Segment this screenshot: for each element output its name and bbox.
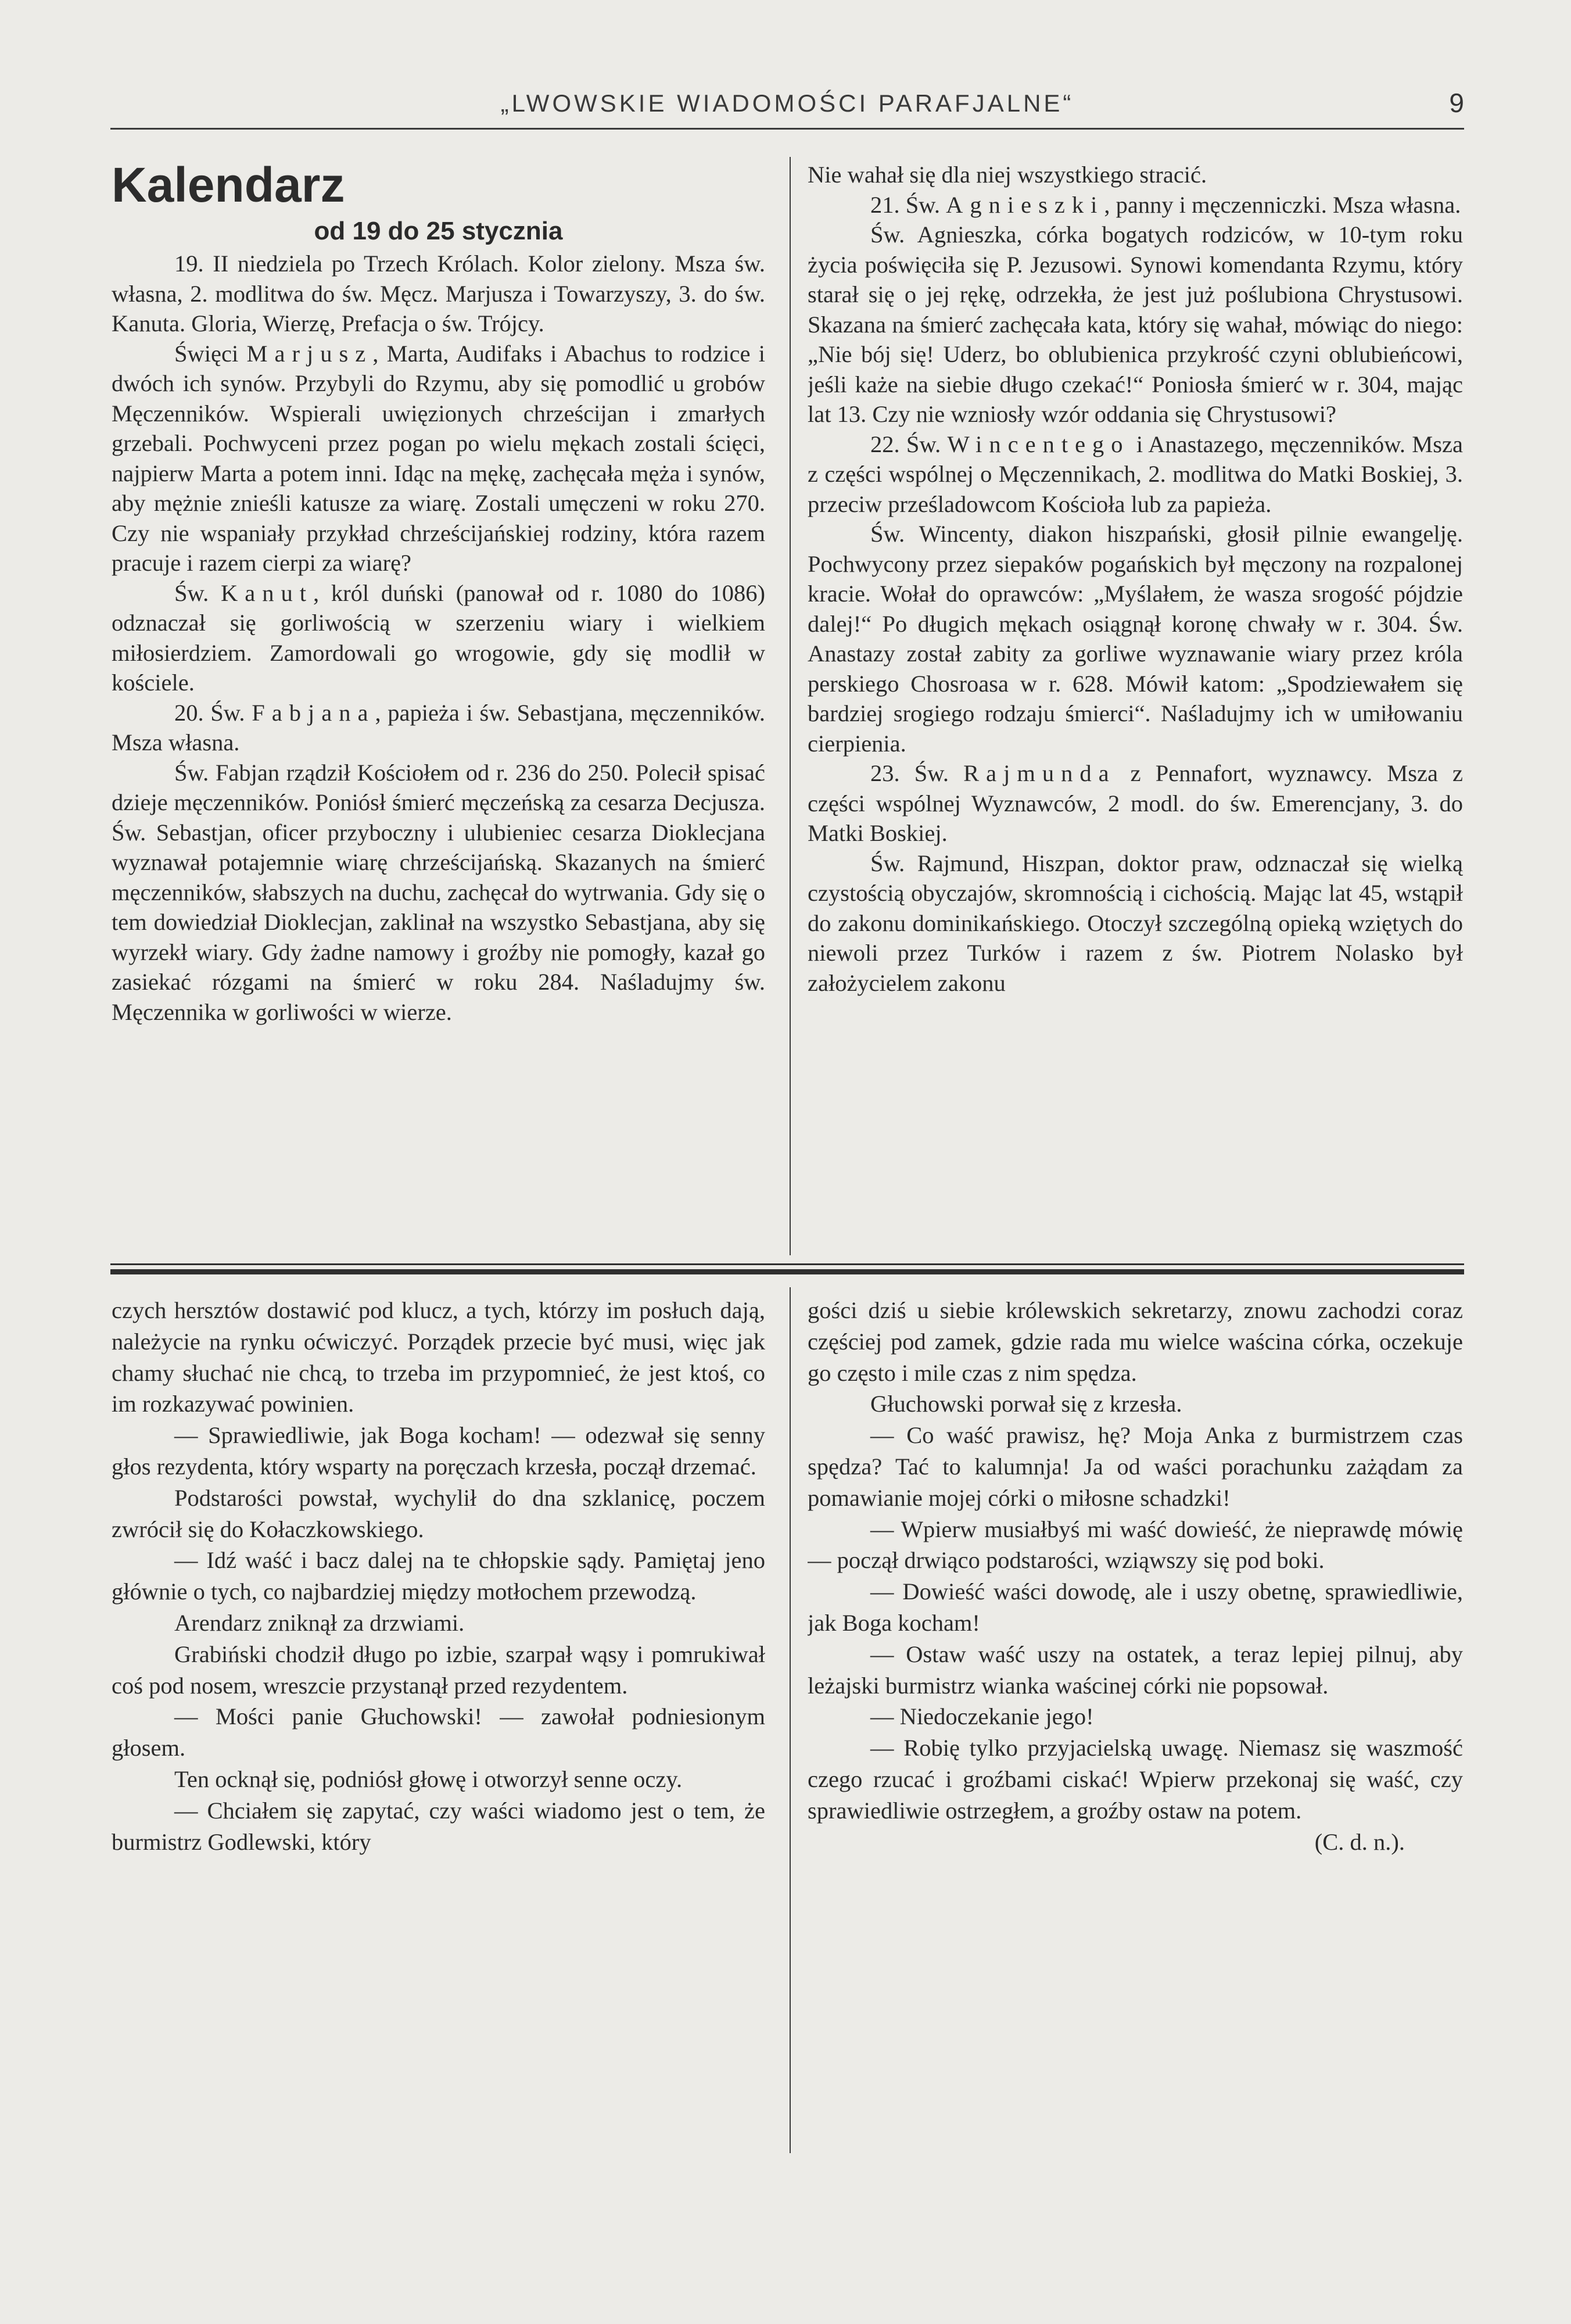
paragraph-prefix: Św. [174, 579, 221, 606]
paragraph: — Ostaw waść uszy na ostatek, a teraz lepiej pilnuj, aby leżajski burmistrz wianka waścinej córki nie popsował. [808, 1641, 1463, 1699]
paragraph: (C. d. n.). [1314, 1828, 1405, 1855]
paragraph: — Robię tylko przyjacielską uwagę. Niemasz się waszmość czego rzucać i groźbami ciskać! Wpierw przekonaj się waść, czy sprawiedliwie ostrzegłem, a groźby ostaw na potem. [808, 1735, 1463, 1824]
paragraph: — Co waść prawisz, hę? Moja Anka z burmistrzem czas spędza? Tać to kalumnja! Ja od waści porachunku zażądam za pomawianie mojej córki o miłosne schadzki! [808, 1422, 1463, 1511]
paragraph: Arendarz zniknął za drzwiami. [174, 1609, 465, 1636]
paragraph [808, 429, 1463, 520]
paragraph: Św. Wincenty, diakon hiszpański, głosił pilnie ewangelję. Pochwycony przez siepaków pogańskich był męczony na rozpalonej kracie. Wołał do oprawców: „Myślałem, że wasza srogość pójdzie dalej!“ Po długich mękach osiągnął koronę chwały w r. 304. Św. Anastazy został zabity za gorliwe wyznawanie wiary przez króla perskiego Chosroasa w r. 628. Mówił katom: „Spodziewałem się bardziej srogiego rodzaju śmierci“. Naśladujmy ich w umiłowaniu cierpienia. [808, 521, 1463, 757]
paragraph [808, 758, 1463, 848]
column-separator-bottom [790, 1287, 791, 2153]
paragraph: — Chciałem się zapytać, czy waści wiadomo jest o tem, że burmistrz Godlewski, który [112, 1797, 765, 1855]
paragraph [808, 190, 1463, 220]
paragraph: — Wpierw musiałbyś mi waść dowieść, że nieprawdę mówię — począł drwiąco podstarości, wziąwszy się pod boki. [808, 1516, 1463, 1574]
paragraph-text: , panny i męczenniczki. Msza własna. [1104, 191, 1461, 218]
paragraph-text: , papieża i św. Sebastjana, męczenników. Msza własna. [112, 699, 765, 755]
paragraph: Głuchowski porwał się z krzesła. [870, 1391, 1182, 1417]
paragraph-prefix: 23. Św. [870, 760, 964, 786]
paragraph: — Dowieść waści dowodę, ale i uszy obetnę, sprawiedliwie, jak Boga kocham! [808, 1578, 1463, 1636]
paragraph-prefix: 22. Św. [870, 431, 948, 457]
spaced-saint-name: Rajmunda [963, 760, 1116, 786]
kalendarz-title: Kalendarz [112, 157, 345, 212]
paragraph-text: , Marta, Audifaks i Abachus to rodzice i dwóch ich synów. Przybyli do Rzymu, aby się pomodlić u grobów Męczenników. Wspierali uwięzionych chrześcijan i zmarłych grzebali. Pochwyceni przez pogan po wielu mękach zostali ścięci, najpierw Marta a potem inni. Idąc na mękę, zachęcała męża i synów, aby mężnie znieśli katusze za wiarę. Zostali umęczeni w roku 270. Czy nie wspaniały przykład chrześcijańskiej rodziny, która razem pracuje i razem cierpi za wiarę? [112, 340, 765, 576]
paragraph: Ten ocknął się, podniósł głowę i otworzył senne oczy. [174, 1766, 683, 1792]
paragraph [112, 339, 765, 578]
paragraph-text: z Pennafort, wyznawcy. Msza z części wspólnej Wyznawców, 2 modl. do św. Emerencjany, 3. do Matki Boskiej. [808, 760, 1463, 846]
paragraph: Św. Agnieszka, córka bogatych rodziców, w 10-tym roku życia poświęciła się P. Jezusowi. Synowi komendanta Rzymu, który starał się o jej rękę, odrzekła, że jest już poślubiona Chrystusowi. Skazana na śmierć zachęcała kata, który się wahał, mówiąc do niego: „Nie bój się! Uderz, bo oblubienica przykrość czyni oblubieńcowi, jeśli każe na siebie długo czekać!“ Poniosła śmierć w r. 304, mając lat 13. Czy nie wzniosły wzór oddania się Chrystusowi? [808, 221, 1463, 427]
section-divider-thick [110, 1269, 1464, 1274]
section-divider [110, 1263, 1464, 1265]
paragraph-text: i Anastazego, męczenników. Msza z części wspólnej o Męczennikach, 2. modlitwa do Matki Boskiej, 3. przeciw prześladowcom Kościoła lub za papieża. [808, 431, 1463, 517]
kalendarz-right-column [808, 160, 1463, 1261]
spaced-saint-name: Fabjana [252, 699, 375, 726]
spaced-saint-name: Wincentego [947, 431, 1130, 457]
paragraph: gości dziś u siebie królewskich sekretarzy, znowu zachodzi coraz częściej pod zamek, gdzie rada mu wielce waścina córka, oczekuje go często i mile czas z nim spędza. [808, 1297, 1463, 1386]
paragraph: — Sprawiedliwie, jak Boga kocham! — odezwał się senny głos rezydenta, który wsparty na poręczach krzesła, począł drzemać. [112, 1422, 765, 1480]
paragraph: — Idź waść i bacz dalej na te chłopskie sądy. Pamiętaj jeno głównie o tych, co najbardziej między motłochem przewodzą. [112, 1547, 765, 1605]
story-right-column [808, 1295, 1463, 2167]
spaced-saint-name: Kanut [221, 579, 314, 606]
paragraph: Św. Fabjan rządził Kościołem od r. 236 do 250. Polecił spisać dzieje męczenników. Poniósł śmierć męczeńską za cesarza Decjusza. Św. Sebastjan, oficer przyboczny i ulubieniec cesarza Dioklecjana wyznawał potajemnie wiarę chrześcijańską. Skazanych na śmierć męczenników, słabszych na duchu, zachęcał do wytrwania. Gdy się o tem dowiedział Dioklecjan, zaklinał na wszystko Sebastjana, aby się wyrzekł wiary. Gdy żadne namowy i groźby nie pomogły, kazał go zasiekać rózgami na śmierć w roku 284. Naśladujmy św. Męczennika w gorliwości w wierze. [112, 759, 765, 1025]
paragraph-prefix: 21. Św. [870, 191, 946, 218]
kalendarz-left-column [112, 156, 765, 1260]
paragraph: Św. Rajmund, Hiszpan, doktor praw, odznaczał się wielką czystością obyczajów, skromnością i cichością. Mając lat 45, wstąpił do zakonu dominikańskiego. Otoczył szczególną opieką wziętych do niewoli przez Turków i razem z św. Piotrem Nolasko był założycielem zakonu [808, 850, 1463, 996]
paragraph [112, 698, 765, 758]
story-left-column [112, 1295, 765, 2167]
paragraph-prefix: 20. Św. [174, 699, 252, 726]
paragraph: — Mości panie Głuchowski! — zawołał podniesionym głosem. [112, 1703, 765, 1761]
page-number: 9 [1449, 88, 1464, 118]
paragraph: — Niedoczekanie jego! [870, 1703, 1094, 1730]
paragraph: Nie wahał się dla niej wszystkiego stracić. [808, 162, 1207, 188]
paragraph: Grabiński chodził długo po izbie, szarpał wąsy i pomrukiwał coś pod nosem, wreszcie przystanął przed rezydentem. [112, 1641, 765, 1699]
spaced-saint-name: Agnieszki [946, 191, 1104, 218]
paragraph: Podstarości powstał, wychylił do dna szklanicę, poczem zwrócił się do Kołaczkowskiego. [112, 1484, 765, 1542]
page-header [110, 87, 1464, 130]
kalendarz-subtitle: od 19 do 25 stycznia [314, 217, 563, 245]
paragraph: 19. II niedziela po Trzech Królach. Kolor zielony. Msza św. własna, 2. modlitwa do św. Męcz. Marjusza i Towarzyszy, 3. do św. Kanuta. Gloria, Wierzę, Prefacja o św. Trójcy. [112, 250, 765, 336]
paragraph-text: , król duński (panował od r. 1080 do 1086) odznaczał się gorliwością w szerzeniu wiary i wielkiem miłosierdziem. Zamordowali go wrogowie, gdy się modlił w kościele. [112, 579, 765, 696]
column-separator-top [790, 157, 791, 1255]
paragraph [112, 578, 765, 698]
paragraph: czych hersztów dostawić pod klucz, a tych, którzy im posłuch dają, należycie na rynku oćwiczyć. Porządek przecie być musi, więc jak chamy słuchać nie chcą, to trzeba im przypomnieć, że jest ktoś, co im rozkazywać powinien. [112, 1297, 765, 1417]
running-title: „LWOWSKIE WIADOMOŚCI PARAFJALNE“ [500, 89, 1074, 117]
paragraph-prefix: Święci [174, 340, 247, 367]
spaced-saint-name: Marjusz [246, 340, 373, 367]
